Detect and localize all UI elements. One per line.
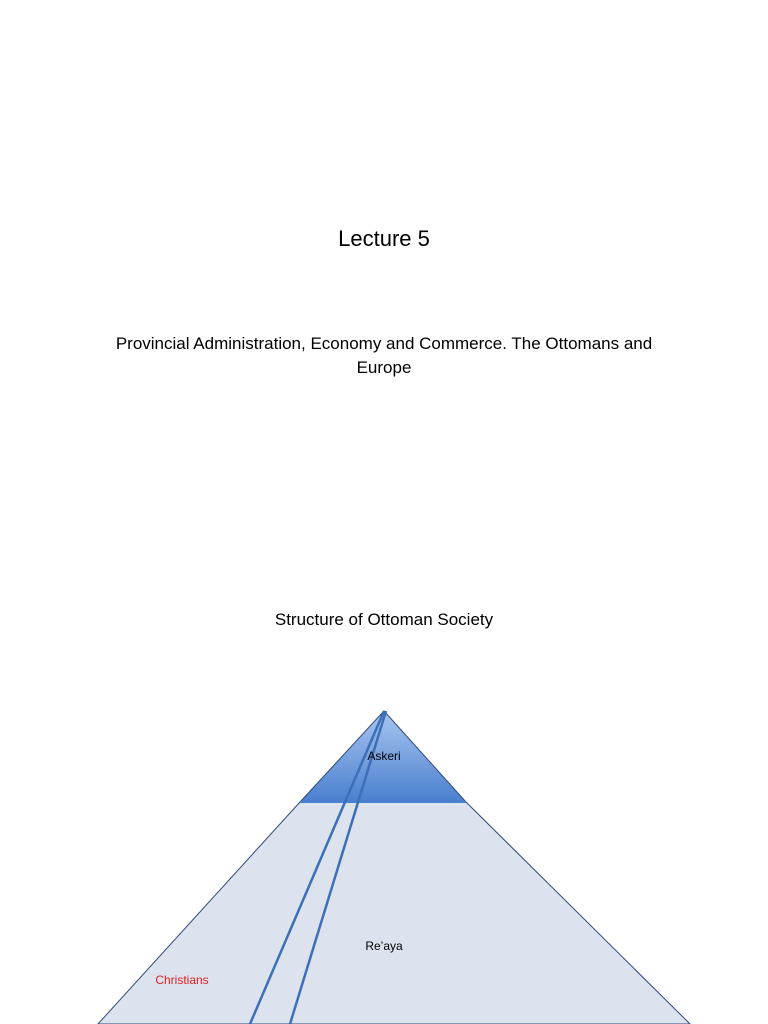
reaya-label: Re’aya [365,939,403,953]
diagram-slide [0,570,768,1024]
society-pyramid [0,570,768,1024]
diagram-title: Structure of Ottoman Society [274,610,494,629]
slide-title: Lecture 5 [338,226,430,251]
askeri-label: Askeri [367,749,401,763]
christians-label: Christians [155,973,209,987]
reaya-band [98,802,690,1024]
slide-subtitle: Provincial Administration, Economy and Commerce. The Ottomans and Europe [115,334,653,377]
